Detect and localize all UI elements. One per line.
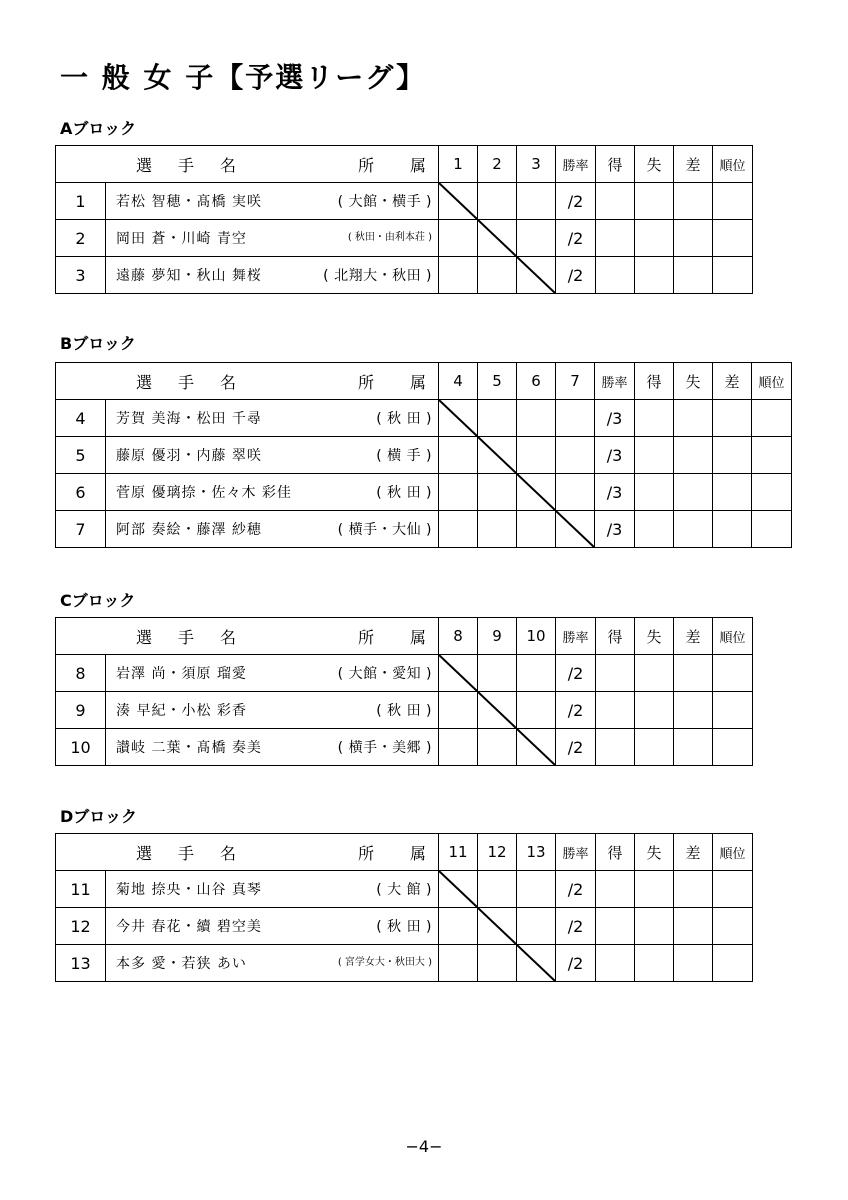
player-pair: 阿部 奏絵・藤澤 紗穂 bbox=[116, 522, 262, 538]
match-result-cell bbox=[478, 655, 517, 692]
player-pair-cell bbox=[106, 257, 439, 294]
diagonal-slash bbox=[439, 871, 477, 907]
affiliation: ( 横手・美郷 ) bbox=[337, 740, 432, 756]
affiliation: ( 秋 田 ) bbox=[376, 919, 432, 935]
match-number-header: 9 bbox=[478, 618, 517, 655]
difference-cell bbox=[713, 511, 752, 548]
diagonal-slash bbox=[478, 437, 516, 473]
rank-cell bbox=[713, 729, 753, 766]
points-for-header: 得 bbox=[635, 363, 674, 400]
table-row bbox=[56, 257, 753, 294]
match-result-cell bbox=[517, 692, 556, 729]
points-for-cell bbox=[596, 257, 635, 294]
affiliation: ( 宮学女大・秋田大 ) bbox=[337, 957, 432, 968]
match-result-cell bbox=[478, 474, 517, 511]
points-against-header: 失 bbox=[635, 834, 674, 871]
self-match-cell bbox=[439, 400, 478, 437]
points-against-cell bbox=[635, 220, 674, 257]
rank-cell bbox=[752, 400, 792, 437]
difference-header: 差 bbox=[674, 834, 713, 871]
player-pair-cell bbox=[106, 945, 439, 982]
affiliation-header-char: 所 bbox=[357, 372, 374, 392]
player-pair: 湊 早紀・小松 彩香 bbox=[116, 703, 247, 719]
match-result-cell bbox=[439, 692, 478, 729]
points-for-cell bbox=[596, 655, 635, 692]
self-match-cell bbox=[556, 511, 595, 548]
block-label: Aブロック bbox=[60, 119, 137, 138]
player-number: 9 bbox=[56, 692, 106, 729]
points-against-cell bbox=[635, 729, 674, 766]
self-match-cell bbox=[439, 183, 478, 220]
diagonal-slash bbox=[517, 257, 555, 293]
match-result-cell bbox=[439, 945, 478, 982]
match-result-cell bbox=[439, 511, 478, 548]
match-number-header: 4 bbox=[439, 363, 478, 400]
header-row bbox=[56, 146, 753, 183]
rank-header: 順位 bbox=[713, 618, 753, 655]
match-result-cell bbox=[556, 400, 595, 437]
table-row bbox=[56, 511, 792, 548]
points-for-header: 得 bbox=[596, 834, 635, 871]
points-for-cell bbox=[596, 908, 635, 945]
match-result-cell bbox=[439, 908, 478, 945]
player-pair: 讃岐 二葉・髙橋 奏美 bbox=[116, 740, 262, 756]
difference-cell bbox=[713, 474, 752, 511]
difference-header: 差 bbox=[713, 363, 752, 400]
points-against-header: 失 bbox=[674, 363, 713, 400]
name-header-char: 手 bbox=[178, 155, 195, 175]
diagonal-slash bbox=[517, 474, 555, 510]
rank-cell bbox=[752, 474, 792, 511]
table-row bbox=[56, 945, 753, 982]
affiliation: ( 秋 田 ) bbox=[376, 485, 432, 501]
player-pair: 菅原 優璃捺・佐々木 彩佳 bbox=[116, 485, 292, 501]
difference-cell bbox=[713, 437, 752, 474]
name-header-char: 選 bbox=[136, 843, 153, 863]
self-match-cell bbox=[517, 474, 556, 511]
affiliation: ( 秋 田 ) bbox=[376, 703, 432, 719]
header-row bbox=[56, 618, 753, 655]
points-for-cell bbox=[596, 729, 635, 766]
match-result-cell bbox=[556, 474, 595, 511]
table-row bbox=[56, 655, 753, 692]
player-number: 13 bbox=[56, 945, 106, 982]
player-pair: 芳賀 美海・松田 千尋 bbox=[116, 411, 262, 427]
player-pair-cell bbox=[106, 400, 439, 437]
rank-cell bbox=[752, 511, 792, 548]
win-rate-cell: /2 bbox=[556, 729, 596, 766]
affiliation: ( 北翔大・秋田 ) bbox=[323, 268, 432, 284]
table-row bbox=[56, 908, 753, 945]
name-header-char: 手 bbox=[178, 372, 195, 392]
points-for-cell bbox=[596, 945, 635, 982]
player-pair: 菊地 捺央・山谷 真琴 bbox=[116, 882, 262, 898]
rank-cell bbox=[713, 945, 753, 982]
difference-cell bbox=[674, 655, 713, 692]
affiliation-header-char: 所 bbox=[357, 843, 374, 863]
win-rate-cell: /3 bbox=[595, 511, 635, 548]
rank-cell bbox=[713, 220, 753, 257]
player-pair: 岩澤 尚・須原 瑠愛 bbox=[116, 666, 247, 682]
rank-cell bbox=[713, 692, 753, 729]
affiliation: ( 横 手 ) bbox=[376, 448, 432, 464]
difference-cell bbox=[674, 220, 713, 257]
affiliation: ( 大 館 ) bbox=[376, 882, 432, 898]
match-result-cell bbox=[517, 871, 556, 908]
points-against-cell bbox=[635, 908, 674, 945]
diagonal-slash bbox=[478, 908, 516, 944]
affiliation: ( 大館・横手 ) bbox=[337, 194, 432, 210]
match-result-cell bbox=[439, 220, 478, 257]
player-pair-cell bbox=[106, 655, 439, 692]
points-against-cell bbox=[674, 437, 713, 474]
points-for-cell bbox=[596, 220, 635, 257]
match-result-cell bbox=[478, 729, 517, 766]
league-table bbox=[55, 833, 753, 982]
player-pair-cell bbox=[106, 474, 439, 511]
table-row bbox=[56, 871, 753, 908]
player-number: 3 bbox=[56, 257, 106, 294]
match-result-cell bbox=[478, 400, 517, 437]
name-header-char: 選 bbox=[136, 627, 153, 647]
difference-cell bbox=[674, 692, 713, 729]
self-match-cell bbox=[439, 871, 478, 908]
difference-cell bbox=[674, 945, 713, 982]
diagonal-slash bbox=[439, 183, 477, 219]
player-pair-cell bbox=[106, 183, 439, 220]
win-rate-cell: /2 bbox=[556, 871, 596, 908]
affiliation-header-char: 属 bbox=[409, 372, 426, 392]
win-rate-cell: /2 bbox=[556, 692, 596, 729]
player-pair: 今井 春花・續 碧空美 bbox=[116, 919, 262, 935]
difference-cell bbox=[674, 871, 713, 908]
name-header-char: 名 bbox=[220, 843, 237, 863]
points-against-cell bbox=[635, 945, 674, 982]
self-match-cell bbox=[517, 257, 556, 294]
table-row bbox=[56, 474, 792, 511]
rank-cell bbox=[713, 908, 753, 945]
points-against-cell bbox=[635, 655, 674, 692]
affiliation-header-char: 属 bbox=[409, 155, 426, 175]
rank-cell bbox=[752, 437, 792, 474]
player-number: 1 bbox=[56, 183, 106, 220]
match-result-cell bbox=[556, 437, 595, 474]
match-result-cell bbox=[439, 474, 478, 511]
points-for-cell bbox=[635, 511, 674, 548]
win-rate-header: 勝率 bbox=[556, 618, 596, 655]
table-row bbox=[56, 183, 753, 220]
win-rate-header: 勝率 bbox=[556, 146, 596, 183]
page-title: 一 般 女 子【予選リーグ】 bbox=[60, 61, 427, 94]
player-pair-cell bbox=[106, 692, 439, 729]
match-number-header: 8 bbox=[439, 618, 478, 655]
player-number: 6 bbox=[56, 474, 106, 511]
rank-cell bbox=[713, 871, 753, 908]
match-number-header: 1 bbox=[439, 146, 478, 183]
match-number-header: 13 bbox=[517, 834, 556, 871]
match-number-header: 7 bbox=[556, 363, 595, 400]
table-row bbox=[56, 220, 753, 257]
points-against-cell bbox=[674, 474, 713, 511]
player-pair: 藤原 優羽・内藤 翠咲 bbox=[116, 448, 262, 464]
win-rate-cell: /2 bbox=[556, 220, 596, 257]
affiliation-header-char: 属 bbox=[409, 843, 426, 863]
player-pair-cell bbox=[106, 511, 439, 548]
name-header-char: 名 bbox=[220, 627, 237, 647]
difference-header: 差 bbox=[674, 146, 713, 183]
diagonal-slash bbox=[517, 729, 555, 765]
points-for-cell bbox=[635, 474, 674, 511]
match-result-cell bbox=[439, 257, 478, 294]
diagonal-slash bbox=[556, 511, 594, 547]
page-number: −4− bbox=[405, 1137, 443, 1156]
name-header-char: 名 bbox=[220, 372, 237, 392]
player-pair: 岡田 蒼・川崎 青空 bbox=[116, 231, 247, 247]
league-table bbox=[55, 145, 753, 294]
rank-header: 順位 bbox=[713, 834, 753, 871]
match-number-header: 12 bbox=[478, 834, 517, 871]
player-pair: 遠藤 夢知・秋山 舞桜 bbox=[116, 268, 262, 284]
player-number: 11 bbox=[56, 871, 106, 908]
points-for-cell bbox=[635, 437, 674, 474]
win-rate-header: 勝率 bbox=[556, 834, 596, 871]
difference-cell bbox=[674, 908, 713, 945]
league-table bbox=[55, 362, 792, 548]
block-label: Bブロック bbox=[60, 334, 136, 353]
affiliation: ( 秋田・由利本荘 ) bbox=[347, 232, 432, 243]
diagonal-slash bbox=[478, 692, 516, 728]
difference-cell bbox=[674, 729, 713, 766]
match-result-cell bbox=[439, 437, 478, 474]
difference-cell bbox=[713, 400, 752, 437]
match-result-cell bbox=[478, 511, 517, 548]
match-result-cell bbox=[439, 729, 478, 766]
match-result-cell bbox=[478, 257, 517, 294]
self-match-cell bbox=[517, 729, 556, 766]
diagonal-slash bbox=[478, 220, 516, 256]
points-against-cell bbox=[674, 400, 713, 437]
match-result-cell bbox=[517, 183, 556, 220]
points-against-cell bbox=[674, 511, 713, 548]
table-row bbox=[56, 692, 753, 729]
difference-cell bbox=[674, 183, 713, 220]
self-match-cell bbox=[478, 692, 517, 729]
points-against-cell bbox=[635, 692, 674, 729]
self-match-cell bbox=[439, 655, 478, 692]
points-for-header: 得 bbox=[596, 146, 635, 183]
player-pair-cell bbox=[106, 437, 439, 474]
match-number-header: 10 bbox=[517, 618, 556, 655]
player-number: 12 bbox=[56, 908, 106, 945]
diagonal-slash bbox=[439, 655, 477, 691]
self-match-cell bbox=[478, 437, 517, 474]
player-pair: 若松 智穂・髙橋 実咲 bbox=[116, 194, 262, 210]
win-rate-cell: /2 bbox=[556, 257, 596, 294]
match-number-header: 5 bbox=[478, 363, 517, 400]
win-rate-cell: /2 bbox=[556, 655, 596, 692]
league-table bbox=[55, 617, 753, 766]
self-match-cell bbox=[478, 908, 517, 945]
header-row bbox=[56, 363, 792, 400]
header-row bbox=[56, 834, 753, 871]
name-affiliation-header bbox=[56, 618, 439, 655]
match-result-cell bbox=[478, 945, 517, 982]
rank-cell bbox=[713, 183, 753, 220]
player-number: 5 bbox=[56, 437, 106, 474]
points-against-header: 失 bbox=[635, 146, 674, 183]
diagonal-slash bbox=[517, 945, 555, 981]
difference-cell bbox=[674, 257, 713, 294]
player-number: 8 bbox=[56, 655, 106, 692]
block-label: Dブロック bbox=[60, 807, 137, 826]
win-rate-cell: /2 bbox=[556, 183, 596, 220]
table-row bbox=[56, 437, 792, 474]
table-row bbox=[56, 729, 753, 766]
win-rate-header: 勝率 bbox=[595, 363, 635, 400]
name-header-char: 手 bbox=[178, 843, 195, 863]
rank-header: 順位 bbox=[713, 146, 753, 183]
player-number: 10 bbox=[56, 729, 106, 766]
name-header-char: 選 bbox=[136, 372, 153, 392]
match-number-header: 6 bbox=[517, 363, 556, 400]
points-against-header: 失 bbox=[635, 618, 674, 655]
player-number: 4 bbox=[56, 400, 106, 437]
name-header-char: 選 bbox=[136, 155, 153, 175]
win-rate-cell: /3 bbox=[595, 400, 635, 437]
difference-header: 差 bbox=[674, 618, 713, 655]
match-result-cell bbox=[517, 655, 556, 692]
affiliation: ( 大館・愛知 ) bbox=[337, 666, 432, 682]
points-against-cell bbox=[635, 183, 674, 220]
affiliation-header-char: 属 bbox=[409, 627, 426, 647]
self-match-cell bbox=[478, 220, 517, 257]
self-match-cell bbox=[517, 945, 556, 982]
player-pair-cell bbox=[106, 871, 439, 908]
match-result-cell bbox=[517, 908, 556, 945]
affiliation-header-char: 所 bbox=[357, 155, 374, 175]
match-result-cell bbox=[517, 511, 556, 548]
points-against-cell bbox=[635, 871, 674, 908]
player-pair-cell bbox=[106, 729, 439, 766]
block-label: Cブロック bbox=[60, 591, 136, 610]
match-number-header: 3 bbox=[517, 146, 556, 183]
name-affiliation-header bbox=[56, 363, 439, 400]
win-rate-cell: /3 bbox=[595, 437, 635, 474]
points-for-header: 得 bbox=[596, 618, 635, 655]
affiliation-header-char: 所 bbox=[357, 627, 374, 647]
table-row bbox=[56, 400, 792, 437]
points-for-cell bbox=[635, 400, 674, 437]
player-pair-cell bbox=[106, 220, 439, 257]
points-for-cell bbox=[596, 692, 635, 729]
name-affiliation-header bbox=[56, 834, 439, 871]
win-rate-cell: /2 bbox=[556, 908, 596, 945]
rank-cell bbox=[713, 257, 753, 294]
match-number-header: 11 bbox=[439, 834, 478, 871]
match-result-cell bbox=[517, 400, 556, 437]
name-affiliation-header bbox=[56, 146, 439, 183]
points-for-cell bbox=[596, 183, 635, 220]
match-result-cell bbox=[478, 183, 517, 220]
player-number: 2 bbox=[56, 220, 106, 257]
rank-cell bbox=[713, 655, 753, 692]
match-result-cell bbox=[517, 437, 556, 474]
player-pair: 本多 愛・若狭 あい bbox=[116, 956, 247, 972]
affiliation: ( 秋 田 ) bbox=[376, 411, 432, 427]
player-number: 7 bbox=[56, 511, 106, 548]
points-for-cell bbox=[596, 871, 635, 908]
player-pair-cell bbox=[106, 908, 439, 945]
name-header-char: 手 bbox=[178, 627, 195, 647]
name-header-char: 名 bbox=[220, 155, 237, 175]
win-rate-cell: /3 bbox=[595, 474, 635, 511]
rank-header: 順位 bbox=[752, 363, 792, 400]
match-number-header: 2 bbox=[478, 146, 517, 183]
match-result-cell bbox=[517, 220, 556, 257]
match-result-cell bbox=[478, 871, 517, 908]
diagonal-slash bbox=[439, 400, 477, 436]
affiliation: ( 横手・大仙 ) bbox=[337, 522, 432, 538]
win-rate-cell: /2 bbox=[556, 945, 596, 982]
points-against-cell bbox=[635, 257, 674, 294]
